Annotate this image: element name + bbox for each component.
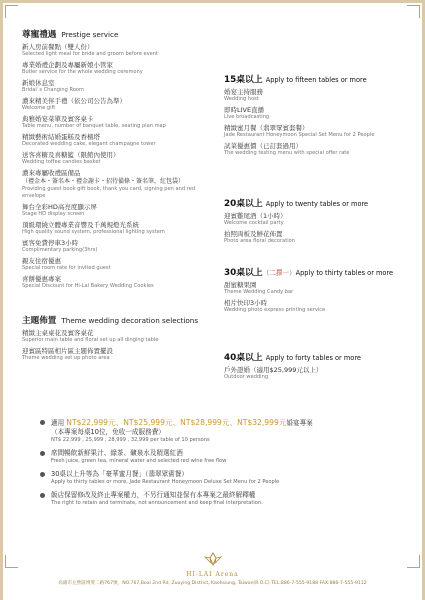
prestige-item <box>22 257 207 272</box>
prestige-item <box>22 151 207 166</box>
bullet-icon <box>40 493 45 498</box>
tier-item <box>224 124 409 139</box>
tier-heading <box>224 196 409 209</box>
item-zh: 精緻藝術結婚蛋糕及香檳塔 <box>22 133 100 141</box>
note-zh: 席間暢飲新鮮果汁、綠茶、礦泉水及精選紅酒 <box>51 449 183 457</box>
pricing-prefix: 適用 <box>51 419 65 427</box>
price-separator: 、 <box>229 418 238 427</box>
note-item <box>40 470 410 486</box>
tier-heading <box>224 265 409 278</box>
tier-heading-zh: 15桌以上 <box>224 75 263 85</box>
note-item <box>40 449 410 465</box>
tier-heading-en: Apply to forty tables or more <box>265 354 361 362</box>
item-en: Special Discount for Hi-Lai Bakery Wedding Cookies <box>22 283 154 289</box>
prestige-item <box>22 97 207 112</box>
item-zh: 頂級環繞立體專業音響及千萬規燈光系統 <box>22 221 139 229</box>
item-zh: 戶外證婚（適用$25,999元以上） <box>224 366 323 374</box>
tier-item <box>224 142 409 157</box>
item-zh: 新人房前餐點（雙人份） <box>22 43 94 51</box>
note-item <box>40 491 410 507</box>
note-zh: 30桌以上升等為「豪華蜜月餐」（翡翠眾賓餐） <box>51 470 188 478</box>
item-zh: 相片快印3小時 <box>224 299 268 307</box>
item-en: Superior main table and floral set up all dinging table <box>22 337 159 343</box>
prestige-item <box>22 169 207 177</box>
item-zh: 濃來精美伴手禮（依公司公告為準） <box>22 97 126 105</box>
item-en: Table menu, number of banquet table, seating plan map <box>22 123 166 129</box>
notes-list <box>40 418 410 512</box>
prestige-item <box>22 221 207 236</box>
item-en: High quality sound system, professional lighting system <box>22 229 165 235</box>
item-zh: 拍照両板及鮮花佈置 <box>224 230 283 238</box>
item-en: Welcome cocktail party <box>224 220 284 226</box>
prestige-item <box>22 61 207 76</box>
price-2: NT$25,999元 <box>123 418 173 427</box>
prestige-item <box>22 43 207 58</box>
tier-heading-en: Apply to twenty tables or more <box>265 200 369 208</box>
tier-heading-zh: 30桌以上 <box>224 268 263 278</box>
item-en: Complimentary parking(3hrs) <box>22 247 98 253</box>
prestige-item <box>22 239 207 254</box>
tier-heading <box>224 350 409 363</box>
item-en: Decorated wedding cake, elegant champagne tower <box>22 141 156 147</box>
item-zh: 試菜優惠價（已訂套過用） <box>224 142 302 150</box>
item-zh: 舞台全彩HD高亮度顯示屏 <box>22 203 97 211</box>
tier-heading-zh: 20桌以上 <box>224 199 263 209</box>
price-1: NT$22,999元 <box>66 418 116 427</box>
prestige-title-zh: 尊寵禮遇 <box>22 30 57 40</box>
item-zh: 甜蜜糖果園 <box>224 281 257 289</box>
tier-item <box>224 281 409 296</box>
bullet-icon <box>40 451 45 456</box>
item-en: Outdoor wedding <box>224 374 269 380</box>
tier-heading-zh: 40桌以上 <box>224 353 263 363</box>
theme-title-zh: 主題佈置 <box>22 316 57 326</box>
prestige-item <box>22 275 207 290</box>
price-separator: 、 <box>115 418 124 427</box>
pricing-suffix: 婚宴專案 <box>286 419 313 427</box>
item-zh: 迎賓雞尾酒（1小時） <box>224 212 287 220</box>
brand-logo <box>0 551 425 578</box>
item-en: Photo area floral decoration <box>224 238 295 244</box>
prestige-item <box>22 178 207 200</box>
item-en: Wedding host <box>224 96 259 102</box>
prestige-title <box>22 28 207 40</box>
note-en: Apply to thirty tables or more, Jade Restaurant Honeymoon Deluxe Set Menu for 2 People <box>51 479 280 485</box>
item-en: Butler service for the whole wedding ceremony <box>22 69 143 75</box>
tier-20 <box>224 196 409 245</box>
prestige-item <box>22 115 207 130</box>
prestige-item <box>22 203 207 218</box>
item-en: Welcome gift <box>22 105 56 111</box>
item-en: Wedding photo express printing service <box>224 307 326 313</box>
note-zh: 飯店保留修改及終止專案權力，不另行通知並保有本專案之最終解釋權 <box>51 491 256 499</box>
item-zh: 婚宴主持服務 <box>224 88 263 96</box>
item-zh: 喜餅優惠專案 <box>22 275 61 283</box>
note-en: The right to retain and terminate, not announcement and keep final interpretation. <box>51 500 263 506</box>
pricing-line <box>51 418 410 428</box>
theme-title-en: Theme wedding decoration selections <box>61 316 199 325</box>
theme-title <box>22 314 207 326</box>
item-zh: 即時LIVE直播 <box>224 106 265 114</box>
prestige-title-en: Prestige service <box>61 30 119 39</box>
item-en: Theme wedding set up photo area <box>22 355 110 361</box>
note-en: Fresh juice, green tea, mineral water and selected red wine free flow <box>51 458 227 464</box>
corner-ornament <box>407 5 420 18</box>
tier-heading-note: （二擇一） <box>262 269 296 277</box>
item-en: Selected light meal for bride and groom before event <box>22 51 158 57</box>
item-en: The wedding testing menu with special offer rate <box>224 150 350 156</box>
theme-item <box>22 329 207 344</box>
tier-item <box>224 88 409 103</box>
tier-30 <box>224 265 409 314</box>
tier-heading <box>224 72 409 85</box>
item-zh: 精緻蜜月餐（翡翠眾賓套餐） <box>224 124 309 132</box>
tier-40 <box>224 350 409 381</box>
price-3: NT$28,999元 <box>180 418 230 427</box>
tier-item <box>224 230 409 245</box>
brand-name: HI-LAI Arena <box>186 571 239 578</box>
item-en: Wedding toffee candies basket <box>22 159 101 165</box>
left-column <box>22 28 207 362</box>
pricing-line2: （本專案每桌10位，免收一成服務費） <box>51 428 165 436</box>
item-zh: 精緻主桌桌花及賓客桌花 <box>22 329 94 337</box>
item-en: Bridal`s Changing Room <box>22 87 84 93</box>
tier-heading-en: Apply to thirty tables or more <box>295 269 394 277</box>
price-4: NT$32,999元 <box>237 418 287 427</box>
item-en: Theme Wedding Candy bar <box>224 289 294 295</box>
item-zh: 專業婚禮企劃及專屬新娘小管家 <box>22 61 113 69</box>
tier-item <box>224 299 409 314</box>
prestige-item <box>22 133 207 148</box>
note-pricing <box>40 418 410 444</box>
item-zh: 新娘休息室 <box>22 79 55 87</box>
price-separator: 、 <box>172 418 181 427</box>
item-zh: 迎賓區特區相片區主題佈置擺設 <box>22 347 113 355</box>
item-en: Live broadcasting <box>224 114 270 120</box>
item-zh: 典雅婚宴菜單及賓客桌卡 <box>22 115 94 123</box>
pricing-en: NT$ 22,999 , 25,999 , 28,999 , 32,999 per table of 10 persons <box>51 437 210 443</box>
footer-address: 高雄市左營區博愛二路767號，NO.767,Boai 2nd Rd, Zuoying District, Kaohsiung, Taiwan(R.O.C) TEL:886-7-555-9188 FAX:886-7-555-9112 <box>58 581 367 586</box>
tier-heading-en: Apply to fifteen tables or more <box>265 76 367 84</box>
bullet-icon <box>40 420 45 425</box>
item-zh: 送客喜糖及喜糖籃（限館內使用） <box>22 151 120 159</box>
tier-item <box>224 106 409 121</box>
theme-item <box>22 347 207 362</box>
item-zh: 濃來專屬收禮區備品 <box>22 169 81 177</box>
item-en: Providing guest book gift book, thank you card, signing pen and red envelope <box>22 186 196 199</box>
item-en: Jade Restaurant Honeymoon Special Set Menu for 2 People <box>224 132 375 138</box>
item-en: Stage HD display screen <box>22 211 85 217</box>
corner-ornament <box>5 5 18 18</box>
tier-item <box>224 212 409 227</box>
prestige-item <box>22 79 207 94</box>
tier-item <box>224 366 409 381</box>
item-zh: 親友住宿優惠 <box>22 257 61 265</box>
hi-lai-logo-icon <box>202 552 224 566</box>
item-zh: （禮金本・簽名本・禮金謝卡・招待備條・簽名筆，紅包袋） <box>22 178 185 185</box>
tier-15 <box>224 72 409 157</box>
bullet-icon <box>40 472 45 477</box>
item-zh: 賓客免費停車3小時 <box>22 239 79 247</box>
item-en: Special room rate for invited guest <box>22 265 111 271</box>
